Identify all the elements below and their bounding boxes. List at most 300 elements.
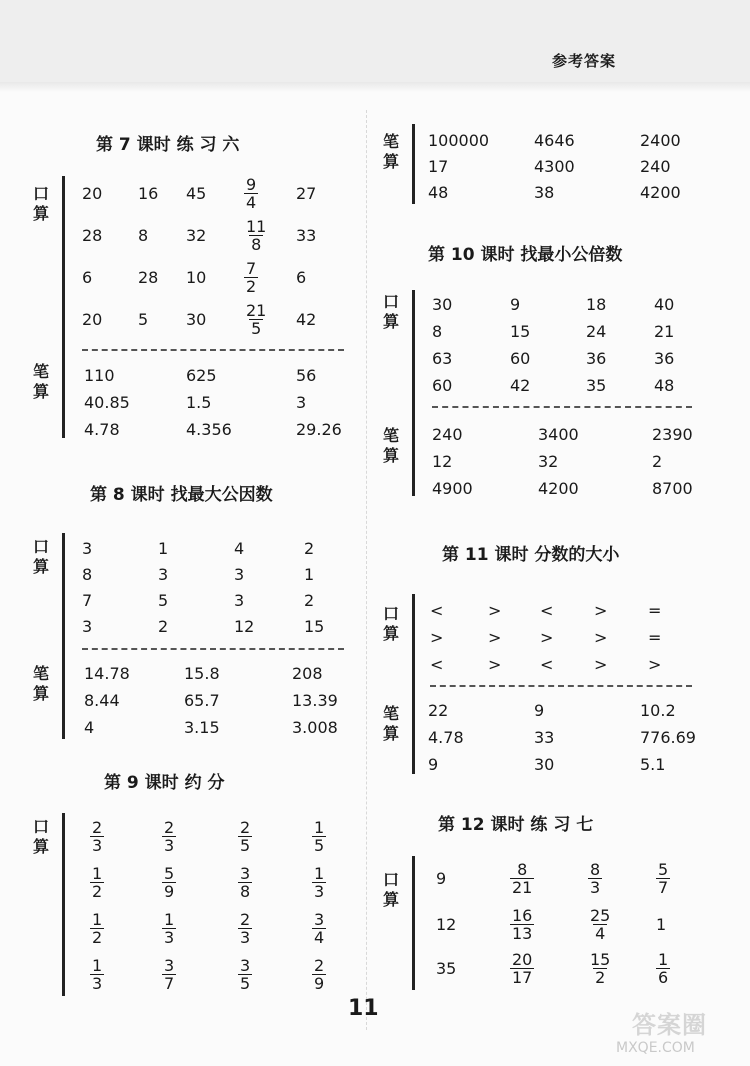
answer-cell — [432, 345, 452, 371]
answer-cell — [540, 597, 553, 623]
fraction — [312, 819, 326, 854]
answer-value: 35 — [436, 958, 457, 978]
denominator: 5 — [251, 318, 262, 338]
numerator: 2 — [240, 909, 251, 929]
numerator: 9 — [246, 174, 257, 194]
answer-cell — [234, 587, 244, 613]
answer-cell — [244, 172, 258, 214]
answer-cell — [312, 814, 326, 858]
answer-cell — [510, 856, 534, 900]
answer-value: 42 — [510, 375, 531, 395]
denominator: 2 — [92, 927, 103, 947]
answer-value: 4.78 — [428, 727, 464, 747]
answer-cell — [84, 389, 130, 415]
answer-cell — [428, 127, 489, 153]
label-written: 笔算 — [32, 664, 49, 703]
answer-cell — [428, 179, 448, 205]
answer-cell — [654, 318, 674, 344]
numerator: 8 — [590, 859, 601, 879]
fraction — [238, 819, 252, 854]
answer-cell — [534, 697, 544, 723]
answer-cell — [90, 860, 104, 904]
answer-cell — [186, 416, 232, 442]
denominator: 2 — [92, 881, 103, 901]
answer-cell — [186, 362, 217, 388]
answer-cell — [588, 946, 612, 990]
numerator: 1 — [658, 949, 669, 969]
section-12-title: 第 12 课时 练 习 七 — [438, 815, 594, 835]
answer-value: 18 — [586, 294, 607, 314]
answer-cell — [488, 624, 501, 650]
denominator: 4 — [246, 192, 257, 212]
answer-value: 36 — [654, 348, 675, 368]
answer-cell — [428, 697, 448, 723]
answer-cell — [538, 448, 558, 474]
answer-cell — [652, 448, 662, 474]
answer-cell — [84, 416, 120, 442]
answer-value: 33 — [534, 727, 555, 747]
answer-cell — [296, 298, 316, 340]
answer-cell — [186, 298, 206, 340]
answer-cell — [510, 902, 534, 946]
answer-value: 2 — [304, 538, 315, 558]
answer-value: 9 — [428, 754, 439, 774]
answer-cell — [648, 597, 661, 623]
answer-cell — [432, 318, 442, 344]
answer-cell — [158, 535, 168, 561]
answer-cell — [432, 372, 452, 398]
answer-cell — [510, 372, 530, 398]
fraction — [162, 865, 176, 900]
answer-value: < — [540, 654, 554, 674]
answer-cell — [82, 613, 92, 639]
answer-cell — [586, 318, 606, 344]
answer-value: > — [488, 654, 502, 674]
answer-cell — [656, 856, 670, 900]
answer-value: 3 — [82, 616, 93, 636]
watermark-logo: 答案圈 — [632, 1011, 707, 1039]
answer-cell — [162, 906, 176, 950]
answer-value: 32 — [538, 451, 559, 471]
answer-value: 100000 — [428, 130, 490, 150]
section-7-dashed-separator — [82, 349, 344, 351]
label-oral: 口算 — [382, 604, 399, 643]
fraction — [244, 218, 268, 253]
numerator: 5 — [658, 859, 669, 879]
answer-value: 9 — [510, 294, 521, 314]
section-8-title: 第 8 课时 找最大公因数 — [90, 485, 273, 505]
answer-cell — [292, 660, 323, 686]
answer-cell — [510, 345, 530, 371]
answer-value: > — [488, 600, 502, 620]
denominator: 7 — [658, 877, 669, 897]
answer-value: 17 — [428, 156, 449, 176]
fraction — [510, 861, 534, 896]
answer-value: 28 — [138, 267, 159, 287]
answer-value: 36 — [586, 348, 607, 368]
answer-cell — [82, 214, 102, 256]
answer-cell — [510, 291, 520, 317]
answer-cell — [234, 613, 254, 639]
numerator: 2 — [240, 817, 251, 837]
top-band — [0, 0, 750, 92]
answer-cell — [238, 906, 252, 950]
numerator: 16 — [512, 905, 533, 925]
numerator: 3 — [164, 955, 175, 975]
answer-value: 4900 — [432, 478, 473, 498]
answer-value: 776.69 — [640, 727, 696, 747]
answer-value: 3 — [158, 564, 169, 584]
answer-value: 20 — [82, 183, 103, 203]
denominator: 3 — [164, 835, 175, 855]
numerator: 1 — [92, 909, 103, 929]
answer-cell — [304, 535, 314, 561]
answer-cell — [430, 624, 443, 650]
answer-cell — [82, 561, 92, 587]
section-8-dashed-separator — [82, 648, 344, 650]
answer-cell — [428, 751, 438, 777]
answer-cell — [432, 448, 452, 474]
answer-cell — [436, 946, 456, 990]
section-10-bar — [412, 290, 415, 496]
numerator: 21 — [246, 300, 267, 320]
numerator: 2 — [92, 817, 103, 837]
section-10-dashed-separator — [432, 406, 692, 408]
answer-value: 30 — [186, 309, 207, 329]
answer-cell — [640, 751, 665, 777]
answer-value: > — [594, 627, 608, 647]
answer-cell — [296, 172, 316, 214]
numerator: 2 — [314, 955, 325, 975]
answer-cell — [432, 475, 473, 501]
answer-cell — [586, 291, 606, 317]
denominator: 3 — [590, 877, 601, 897]
answer-cell — [162, 860, 176, 904]
answer-value: 3 — [82, 538, 93, 558]
fraction — [312, 865, 326, 900]
answer-value: 1 — [304, 564, 315, 584]
numerator: 3 — [240, 955, 251, 975]
section-11-dashed-separator — [430, 685, 692, 687]
answer-value: 20 — [82, 309, 103, 329]
answer-cell — [84, 687, 120, 713]
answer-cell — [90, 952, 104, 996]
answer-value: 2 — [304, 590, 315, 610]
fraction — [312, 911, 326, 946]
answer-value: 5.1 — [640, 754, 666, 774]
answer-cell — [488, 597, 501, 623]
page-number: 11 — [348, 996, 379, 1021]
answer-cell — [304, 561, 314, 587]
answer-value: 4200 — [640, 182, 681, 202]
answer-value: 27 — [296, 183, 317, 203]
fraction — [510, 907, 534, 942]
answer-cell — [184, 714, 220, 740]
answer-value: 38 — [534, 182, 555, 202]
denominator: 8 — [240, 881, 251, 901]
answer-value: 4200 — [538, 478, 579, 498]
answer-value: 60 — [432, 375, 453, 395]
denominator: 3 — [92, 835, 103, 855]
fraction — [312, 957, 326, 992]
fraction — [588, 951, 612, 986]
answer-value: 15 — [304, 616, 325, 636]
fraction — [656, 861, 670, 896]
answer-cell — [652, 421, 693, 447]
numerator: 3 — [240, 863, 251, 883]
answer-value: 29.26 — [296, 419, 342, 439]
answer-cell — [292, 714, 338, 740]
answer-value: 625 — [186, 365, 217, 385]
answer-value: 2 — [158, 616, 169, 636]
answer-value: 63 — [432, 348, 453, 368]
answer-cell — [312, 860, 326, 904]
answer-cell — [138, 298, 148, 340]
answer-value: 110 — [84, 365, 115, 385]
answer-cell — [534, 153, 575, 179]
answer-value: 3 — [234, 564, 245, 584]
answer-cell — [82, 535, 92, 561]
answer-cell — [186, 172, 206, 214]
answer-cell — [158, 613, 168, 639]
numerator: 1 — [164, 909, 175, 929]
answer-value: 3.15 — [184, 717, 220, 737]
answer-value: 12 — [436, 914, 457, 934]
answer-cell — [304, 587, 314, 613]
answer-cell — [244, 298, 268, 340]
answer-cell — [538, 421, 579, 447]
answer-cell — [654, 372, 674, 398]
answer-value: 3400 — [538, 424, 579, 444]
answer-value: 8 — [138, 225, 149, 245]
answer-value: 16 — [138, 183, 159, 203]
answer-cell — [430, 597, 443, 623]
answer-value: 21 — [654, 321, 675, 341]
answer-cell — [84, 714, 94, 740]
label-written: 笔算 — [382, 704, 399, 743]
answer-cell — [186, 389, 211, 415]
answer-cell — [432, 421, 463, 447]
answer-cell — [84, 660, 130, 686]
answer-value: 42 — [296, 309, 317, 329]
answer-cell — [538, 475, 579, 501]
answer-cell — [238, 814, 252, 858]
denominator: 9 — [164, 881, 175, 901]
answer-cell — [540, 624, 553, 650]
answer-cell — [594, 624, 607, 650]
answer-cell — [162, 814, 176, 858]
answer-value: > — [648, 654, 662, 674]
answer-value: < — [430, 600, 444, 620]
answer-value: 48 — [428, 182, 449, 202]
answer-cell — [90, 814, 104, 858]
fraction — [90, 865, 104, 900]
answer-value: 4 — [84, 717, 95, 737]
answer-value: 32 — [186, 225, 207, 245]
answer-value: > — [594, 654, 608, 674]
answer-cell — [586, 372, 606, 398]
answer-cell — [158, 561, 168, 587]
answer-value: 24 — [586, 321, 607, 341]
answer-value: 4.78 — [84, 419, 120, 439]
answer-value: 40 — [654, 294, 675, 314]
denominator: 8 — [251, 234, 262, 254]
answer-cell — [138, 214, 148, 256]
answer-value: > — [488, 627, 502, 647]
answer-value: 240 — [640, 156, 671, 176]
fraction — [162, 819, 176, 854]
answer-value: 3 — [234, 590, 245, 610]
numerator: 1 — [92, 863, 103, 883]
denominator: 21 — [512, 877, 533, 897]
answer-cell — [296, 362, 316, 388]
answer-cell — [296, 256, 306, 298]
answer-cell — [586, 345, 606, 371]
answer-cell — [82, 587, 92, 613]
label-oral: 口算 — [32, 817, 49, 856]
answer-cell — [304, 613, 324, 639]
numerator: 25 — [590, 905, 611, 925]
numerator: 1 — [314, 817, 325, 837]
answer-value: 4 — [234, 538, 245, 558]
answer-value: 12 — [432, 451, 453, 471]
answer-value: > — [540, 627, 554, 647]
answer-value: < — [430, 654, 444, 674]
answer-value: 35 — [586, 375, 607, 395]
fraction — [238, 865, 252, 900]
answer-value: 1.5 — [186, 392, 212, 412]
section-7-bar — [62, 176, 65, 438]
column-divider — [366, 110, 367, 1030]
section-12-bar — [412, 856, 415, 990]
answer-value: 8 — [82, 564, 93, 584]
answer-cell — [640, 153, 671, 179]
answer-value: 30 — [432, 294, 453, 314]
answer-cell — [184, 687, 220, 713]
answer-value: 60 — [510, 348, 531, 368]
answer-cell — [138, 172, 158, 214]
answer-cell — [138, 256, 158, 298]
answer-cell — [588, 856, 602, 900]
answer-cell — [90, 906, 104, 950]
numerator: 1 — [92, 955, 103, 975]
answer-value: 2400 — [640, 130, 681, 150]
answer-value: 240 — [432, 424, 463, 444]
numerator: 15 — [590, 949, 611, 969]
answer-cell — [296, 416, 342, 442]
answer-cell — [588, 902, 612, 946]
answer-cell — [640, 697, 676, 723]
answer-cell — [244, 256, 258, 298]
answer-value: 6 — [82, 267, 93, 287]
answer-value: 4.356 — [186, 419, 232, 439]
denominator: 17 — [512, 967, 533, 987]
answer-value: 45 — [186, 183, 207, 203]
answer-cell — [234, 535, 244, 561]
fraction — [244, 302, 268, 337]
answer-cell — [234, 561, 244, 587]
section-9-continued-bar — [412, 124, 415, 204]
answer-value: 15 — [510, 321, 531, 341]
fraction — [588, 907, 612, 942]
answer-cell — [186, 214, 206, 256]
answer-cell — [652, 475, 693, 501]
fraction — [162, 911, 176, 946]
answer-value: < — [540, 600, 554, 620]
answer-cell — [296, 389, 306, 415]
denominator: 3 — [92, 973, 103, 993]
answer-value: 28 — [82, 225, 103, 245]
denominator: 9 — [314, 973, 325, 993]
numerator: 1 — [314, 863, 325, 883]
answer-cell — [656, 946, 670, 990]
answer-value: 5 — [158, 590, 169, 610]
label-written: 笔算 — [382, 426, 399, 465]
answer-cell — [238, 952, 252, 996]
answer-cell — [640, 179, 681, 205]
label-oral: 口算 — [382, 292, 399, 331]
answer-cell — [654, 345, 674, 371]
answer-value: 8.44 — [84, 690, 120, 710]
section-9-title: 第 9 课时 约 分 — [104, 773, 225, 793]
answer-value: 40.85 — [84, 392, 130, 412]
answer-value: 33 — [296, 225, 317, 245]
denominator: 4 — [314, 927, 325, 947]
answer-cell — [534, 751, 554, 777]
answer-cell — [540, 651, 553, 677]
numerator: 2 — [164, 817, 175, 837]
answer-cell — [534, 724, 554, 750]
denominator: 3 — [314, 881, 325, 901]
answer-value: 2 — [652, 451, 663, 471]
answer-cell — [244, 214, 268, 256]
denominator: 5 — [314, 835, 325, 855]
answer-value: 4300 — [534, 156, 575, 176]
denominator: 6 — [658, 967, 669, 987]
answer-cell — [488, 651, 501, 677]
answer-value: 3.008 — [292, 717, 338, 737]
fraction — [162, 957, 176, 992]
answer-cell — [82, 172, 102, 214]
denominator: 7 — [164, 973, 175, 993]
answer-value: 30 — [534, 754, 555, 774]
fraction — [238, 957, 252, 992]
answer-value: 2390 — [652, 424, 693, 444]
numerator: 11 — [246, 216, 267, 236]
label-oral: 口算 — [32, 184, 49, 223]
answer-value: 10 — [186, 267, 207, 287]
fraction — [90, 957, 104, 992]
numerator: 8 — [517, 859, 528, 879]
answer-value: 9 — [436, 868, 447, 888]
answer-cell — [654, 291, 674, 317]
answer-value: 13.39 — [292, 690, 338, 710]
answer-cell — [428, 724, 464, 750]
answer-value: 1 — [158, 538, 169, 558]
numerator: 20 — [512, 949, 533, 969]
section-11-title: 第 11 课时 分数的大小 — [442, 545, 620, 565]
answer-cell — [312, 952, 326, 996]
answer-value: 7 — [82, 590, 93, 610]
answer-value: > — [594, 600, 608, 620]
label-oral: 口算 — [382, 870, 399, 909]
answer-value: 56 — [296, 365, 317, 385]
fraction — [244, 260, 258, 295]
answer-cell — [158, 587, 168, 613]
answer-cell — [436, 902, 456, 946]
denominator: 5 — [240, 835, 251, 855]
section-7-title: 第 7 课时 练 习 六 — [96, 135, 240, 155]
